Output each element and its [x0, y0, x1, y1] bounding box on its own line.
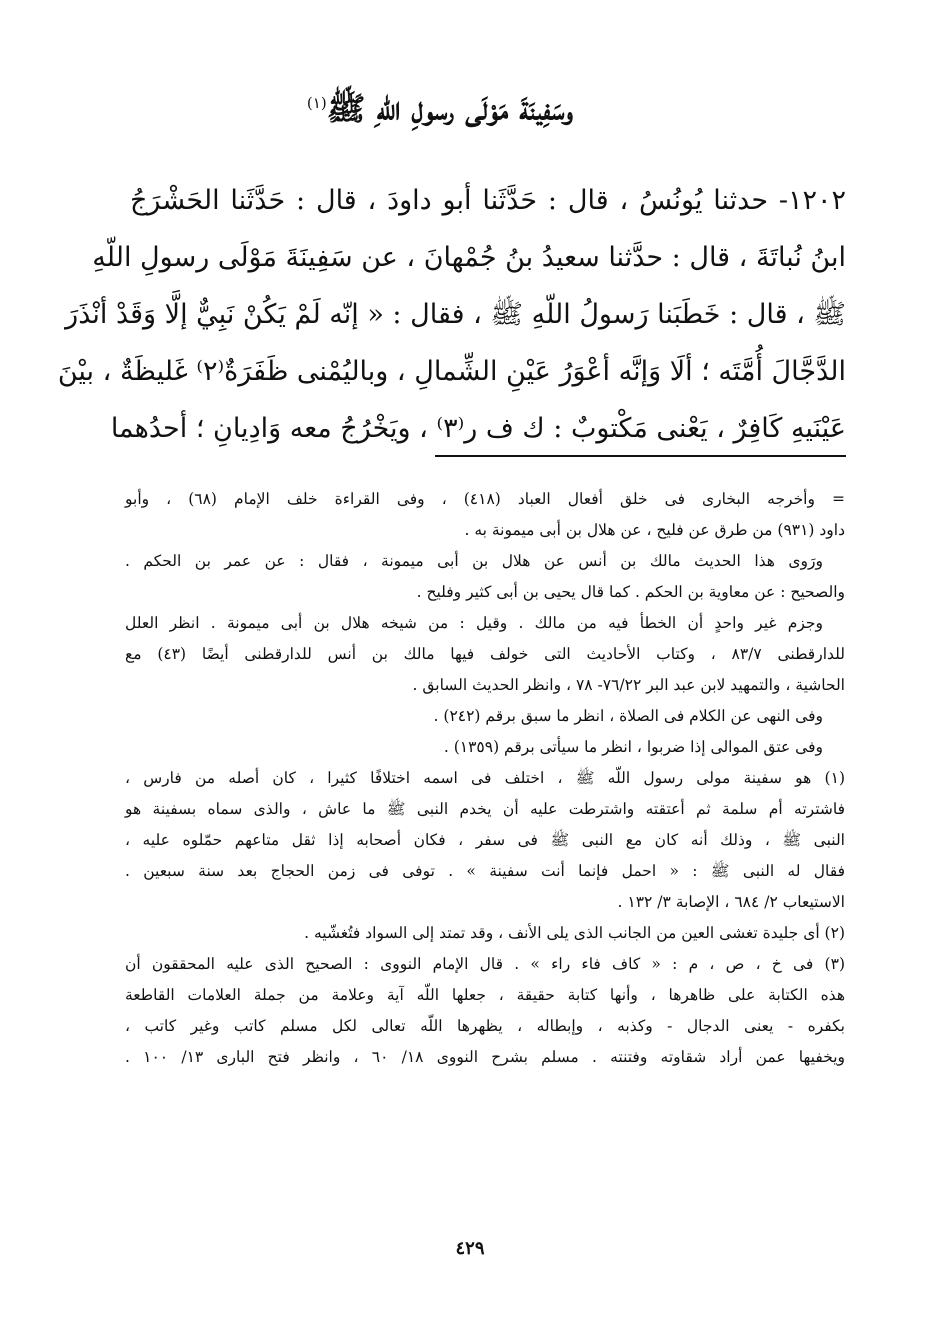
page-number: ٤٢٩	[455, 1238, 485, 1259]
footnote-line: الاستيعاب ٢/ ٦٨٤ ، الإصابة ٣/ ١٣٢ .	[617, 893, 845, 911]
footnote-line: ويخفيها عمن أراد شقاوته وفتنته . مسلم بشرح النووى ١٨/ ٦٠ ، وانظر فتح البارى ١٣/ ١٠٠ .	[125, 1048, 845, 1066]
footnote-line: بكفره - يعنى الدجال - وكذبه ، وإبطاله ، يظهرها اللّه تعالى لكل مسلم كاتب وغير كاتب ،	[125, 1017, 845, 1035]
footnote-line: وفى النهى عن الكلام فى الصلاة ، انظر ما سبق برقم (٢٤٢) .	[433, 707, 823, 725]
footnote-line: داود (٩٣١) من طرق عن فليح ، عن هلال بن أبى ميمونة به .	[464, 521, 845, 539]
footnote-line: فقال له النبى ﷺ : « احمل فإنما أنت سفينة » . توفى فى زمن الحجاج بعد سنة سبعين .	[125, 862, 845, 880]
title-footnote-marker: (١)	[306, 94, 327, 112]
hadith-line: الدَّجَّالَ أُمَّتَه ؛ ألَا وَإنَّه أعْوَرُ عَيْنِ الشِّمالِ ، وباليُمْنى ظَفَرَةٌ⁽٢⁾ غَليظَةٌ ، بيْنَ	[57, 356, 846, 387]
footnote-line: للدارقطنى ٨٣/٧ ، وكتاب الأحاديث التى خولف فيها مالك بن أنس للدارقطنى أيضًا (٤٣) مع	[125, 645, 846, 663]
footnote-separator	[435, 455, 846, 457]
footnote-line: النبى ﷺ ، وذلك أنه كان مع النبى ﷺ فى سفر ، فكان أصحابه إذا ثقل متاعهم حمّلوه عليه ،	[125, 831, 845, 849]
footnote-line: هذه الكتابة على ظاهرها ، وأنها كتابة حقيقة ، جعلها اللّه آية وعلامة من جملة العلامات القاطعة	[125, 986, 845, 1004]
footnotes	[125, 484, 845, 1073]
footnote-line: الحاشية ، والتمهيد لابن عبد البر ٧٦/٢٢- ٧٨ ، وانظر الحديث السابق .	[412, 676, 845, 694]
footnote-line: والصحيح : عن معاوية بن الحكم . كما قال يحيى بن أبى كثير وفليح .	[416, 583, 845, 601]
hadith-line: ابنُ نُباتَةَ ، قال : حدَّثنا سعيدُ بنُ جُمْهانَ ، عن سَفِينَةَ مَوْلَى رسولِ اللّهِ	[92, 242, 846, 273]
footnote-line: (٣) فى خ ، ص ، م : « كاف فاء راء » . قال الإمام النووى : الصحيح الذى عليه المحققون أن	[125, 955, 845, 973]
hadith-line: ﷺ ، قال : خَطَبَنا رَسولُ اللّهِ ﷺ ، فقال : « إنّه لَمْ يَكُنْ نَبِيٌّ إلَّا وَقَدْ أنْذَرَ	[65, 299, 846, 330]
footnote-line: (١) هو سفينة مولى رسول اللّه ﷺ ، اختلف فى اسمه اختلافًا كثيرا ، كان أصله من فارس ،	[125, 769, 845, 787]
footnote-line: (٢) أى جليدة تغشى العين من الجانب الذى يلى الأنف ، وقد تمتد إلى السواد فتُغشّيه .	[304, 924, 845, 942]
chapter-title	[180, 78, 700, 134]
footnote-line: ورَوى هذا الحديث مالك بن أنس عن هلال بن أبى ميمونة ، فقال : عن عمر بن الحكم .	[125, 552, 823, 570]
chapter-title-text: وسَفِينَةَ مَوْلَى رسولِ اللّهِ ﷺ	[326, 89, 574, 128]
hadith-text	[57, 172, 846, 457]
footnote-line: فاشترته أم سلمة ثم أعتقته واشترطت عليه أن يخدم النبى ﷺ ما عاش ، والذى سماه بسفينة هو	[125, 800, 845, 818]
footnote-line: = وأخرجه البخارى فى خلق أفعال العباد (٤١٨) ، وفى القراءة خلف الإمام (٦٨) ، وأبو	[125, 490, 845, 508]
footnote-line: وجزم غير واحدٍ أن الخطأ فيه من مالك . وقيل : من شيخه هلال بن أبى ميمونة . انظر العلل	[125, 614, 823, 632]
hadith-line: عَيْنَيهِ كَافِرٌ ، يَعْنى مَكْتوبٌ : ك ف ر⁽٣⁾ ، ويَخْرُجُ معه وَادِيانِ ؛ أحدُهما	[110, 413, 846, 444]
footnote-line: وفى عتق الموالى إذا ضربوا ، انظر ما سيأتى برقم (١٣٥٩) .	[443, 738, 823, 756]
hadith-line: ١٢٠٢- حدثنا يُونُسُ ، قال : حَدَّثَنا أبو داودَ ، قال : حَدَّثَنا الحَشْرَجُ	[130, 185, 846, 216]
